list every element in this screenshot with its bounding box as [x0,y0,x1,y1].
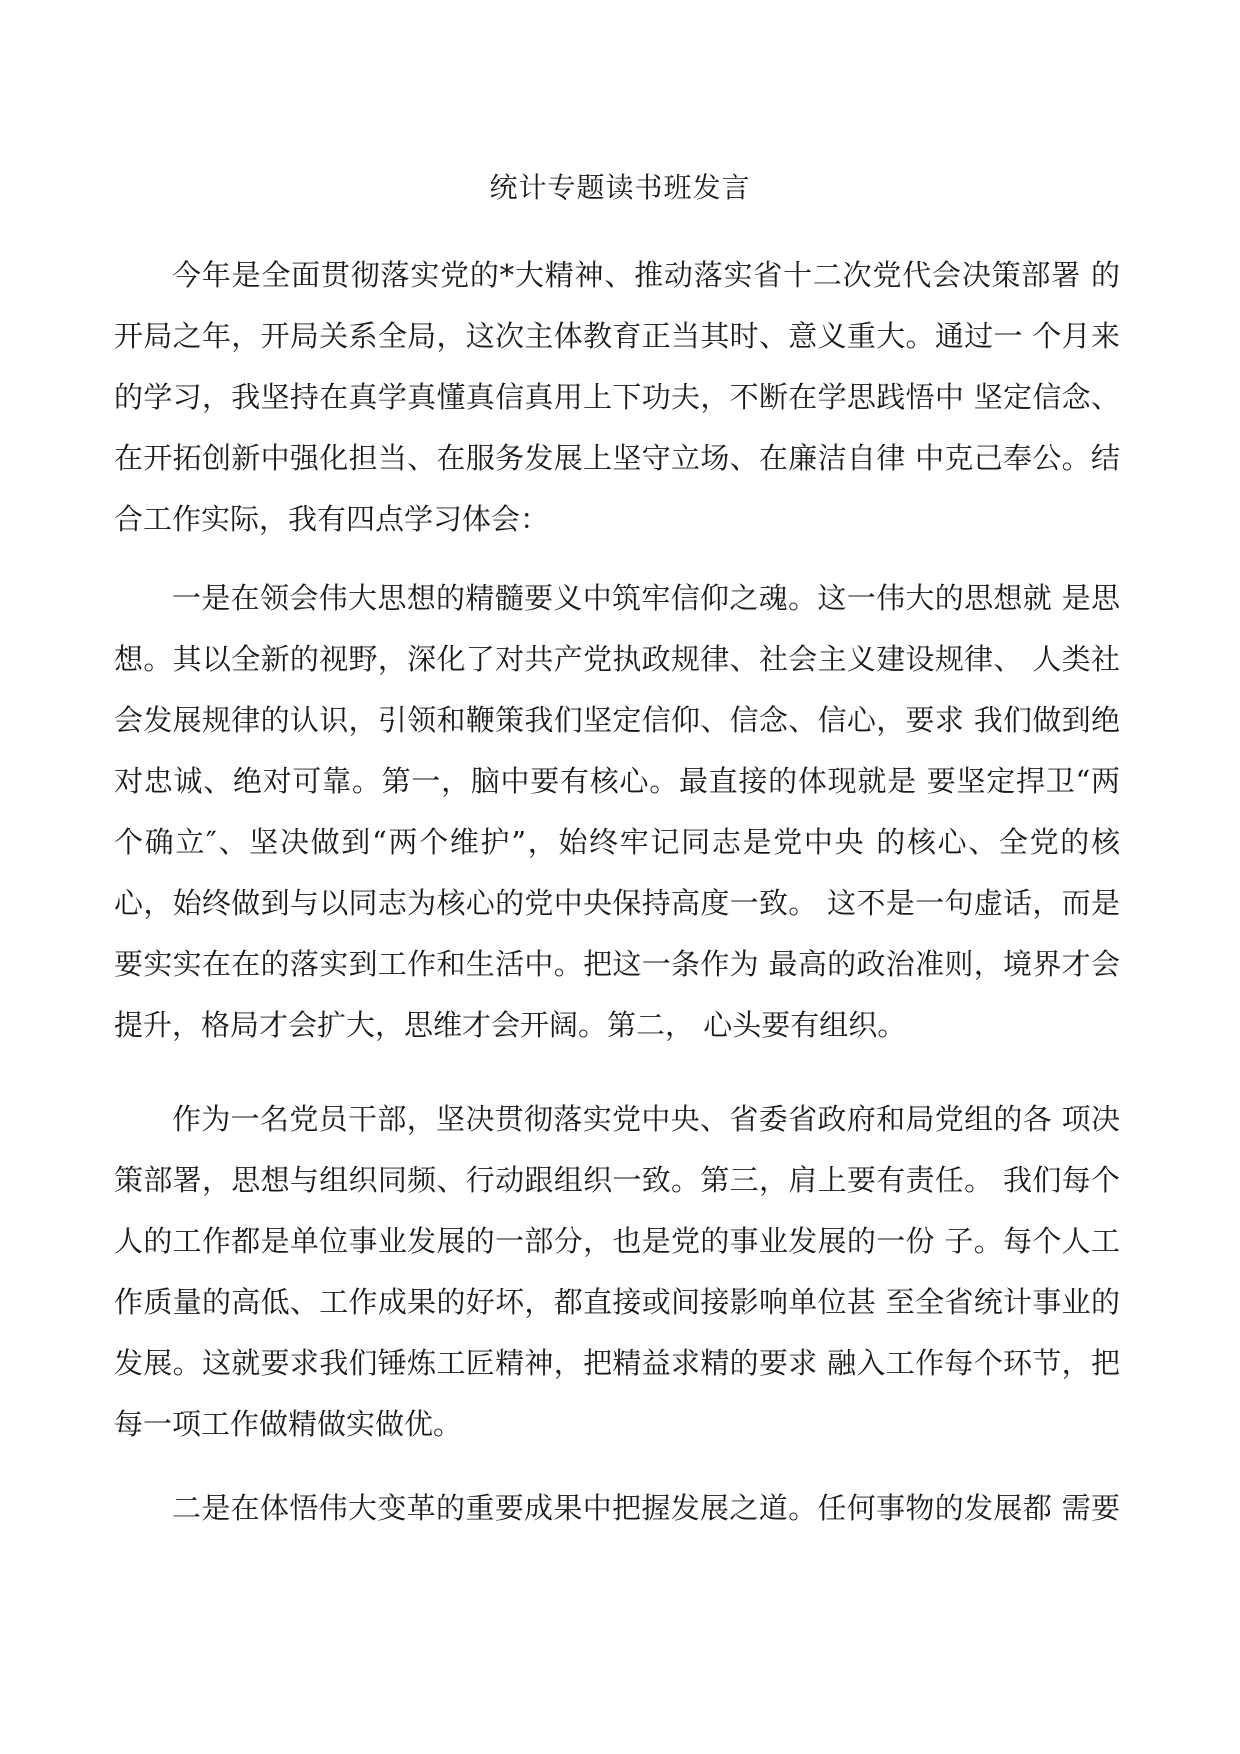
text-line: 今年是全面贯彻落实党的*大精神、推动落实省十二次党代会决策部署 的 [172,258,1120,292]
text-line: 提升，格局才会扩大，思维才会开阔。第二， 心头要有组织。 [114,1008,907,1042]
text-line: 合工作实际，我有四点学习体会： [114,502,550,536]
text-line: 每一项工作做精做实做优。 [114,1407,463,1441]
paragraph-1 [114,245,1120,550]
text-line: 开局之年，开局关系全局，这次主体教育正当其时、意义重大。通过一 个月来 [114,319,1120,353]
text-line: 会发展规律的认识，引领和鞭策我们坚定信仰、信念、信心，要求 我们做到绝 [114,703,1120,737]
paragraph-4 [114,1478,1120,1539]
text-line: 作质量的高低、工作成果的好坏，都直接或间接影响单位甚 至全省统计事业的 [114,1285,1120,1319]
text-line: 作为一名党员干部，坚决贯彻落实党中央、省委省政府和局党组的各 项决 [172,1102,1120,1136]
document-title: 统计专题读书班发言 [489,171,751,204]
text-line: 个确立″、坚决做到“两个维护”，始终牢记同志是党中央 的核心、全党的核 [114,825,1120,859]
text-line: 想。其以全新的视野，深化了对共产党执政规律、社会主义建设规律、 人类社 [114,642,1120,676]
paragraph-3 [114,1089,1120,1455]
text-line: 一是在领会伟大思想的精髓要义中筑牢信仰之魂。这一伟大的思想就 是思 [172,581,1120,615]
text-line: 要实实在在的落实到工作和生活中。把这一条作为 最高的政治准则，境界才会 [114,947,1120,981]
text-line: 发展。这就要求我们锤炼工匠精神，把精益求精的要求 融入工作每个环节，把 [114,1346,1120,1380]
text-line: 对忠诚、绝对可靠。第一，脑中要有核心。最直接的体现就是 要坚定捍卫“两 [114,764,1120,798]
paragraph-2 [114,568,1120,1056]
text-line: 心，始终做到与以同志为核心的党中央保持高度一致。 这不是一句虚话，而是 [114,886,1120,920]
text-line: 人的工作都是单位事业发展的一部分，也是党的事业发展的一份 子。每个人工 [114,1224,1120,1258]
text-line: 策部署，思想与组织同频、行动跟组织一致。第三，肩上要有责任。 我们每个 [114,1163,1120,1197]
text-line: 的学习，我坚持在真学真懂真信真用上下功夫，不断在学思践悟中 坚定信念、 [114,380,1120,414]
text-line: 二是在体悟伟大变革的重要成果中把握发展之道。任何事物的发展都 需要 [172,1491,1120,1525]
text-line: 在开拓创新中强化担当、在服务发展上坚守立场、在廉洁自律 中克己奉公。结 [114,441,1120,475]
